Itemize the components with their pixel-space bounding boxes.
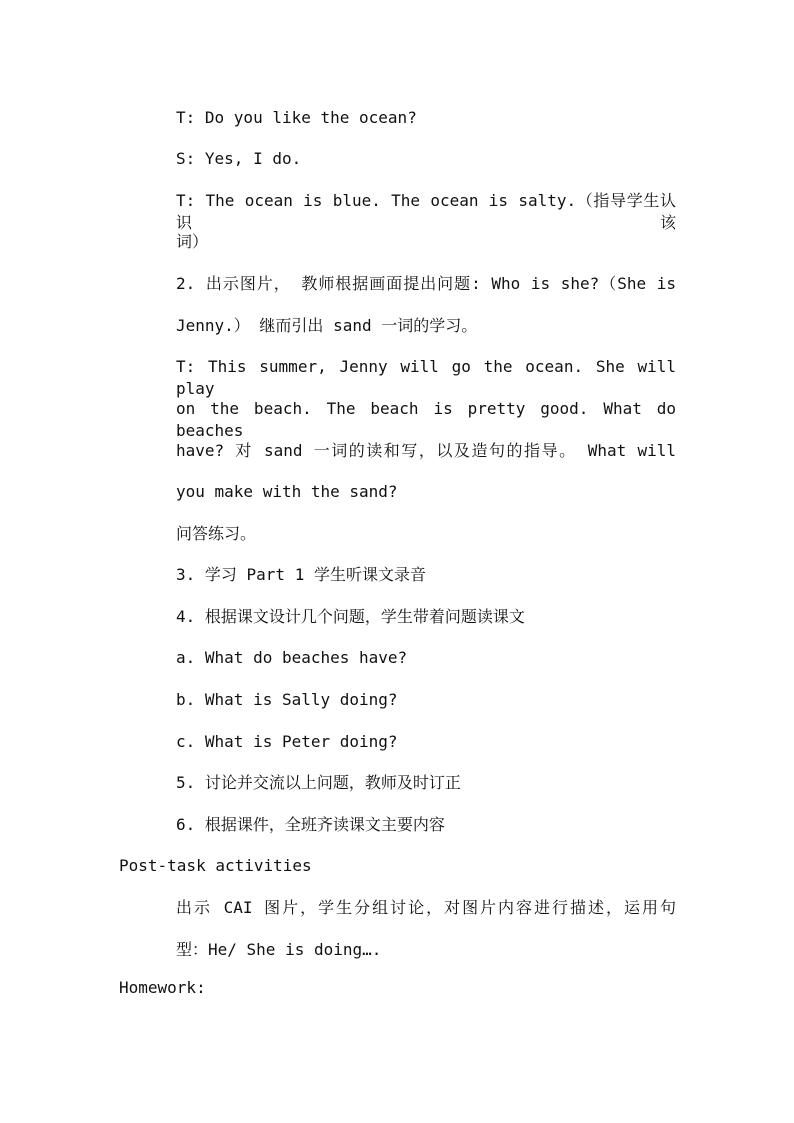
step-2-text-cont: Jenny.） 继而引出 sand 一词的学习。	[176, 316, 478, 335]
question-c: c. What is Peter doing?	[176, 732, 398, 751]
step-5: 5. 讨论并交流以上问题，教师及时订正	[176, 773, 461, 792]
dialogue-student-answer: S: Yes, I do.	[176, 149, 302, 168]
dialogue-teacher-ocean-cont: 词）	[176, 232, 209, 251]
question-a: a. What do beaches have?	[176, 648, 408, 667]
section-heading-homework: Homework:	[119, 978, 206, 997]
dialogue-summer-line4: you make with the sand?	[176, 482, 398, 501]
dialogue-teacher-question: T: Do you like the ocean?	[176, 108, 417, 127]
post-task-text: 出示 CAI 图片，学生分组讨论，对图片内容进行描述，运用句	[176, 898, 676, 917]
dialogue-teacher-ocean: T: The ocean is blue. The ocean is salty.（指导学生认识该	[176, 191, 676, 232]
step-4: 4. 根据课文设计几个问题，学生带着问题读课文	[176, 607, 525, 626]
section-heading-post-task: Post-task activities	[119, 856, 312, 875]
step-2-text: 2. 出示图片， 教师根据画面提出问题: Who is she?（She is	[176, 274, 676, 293]
post-task-text-cont: 型：He/ She is doing….	[176, 940, 382, 959]
question-b: b. What is Sally doing?	[176, 690, 398, 709]
dialogue-summer-line3: have? 对 sand 一词的读和写，以及造句的指导。 What will	[176, 441, 676, 460]
dialogue-summer-line2: on the beach. The beach is pretty good. What do beaches	[176, 399, 676, 440]
dialogue-summer: T: This summer, Jenny will go the ocean. She will play	[176, 357, 676, 398]
qa-practice: 问答练习。	[176, 524, 257, 543]
step-3: 3. 学习 Part 1 学生听课文录音	[176, 565, 426, 584]
step-6: 6. 根据课件，全班齐读课文主要内容	[176, 815, 445, 834]
